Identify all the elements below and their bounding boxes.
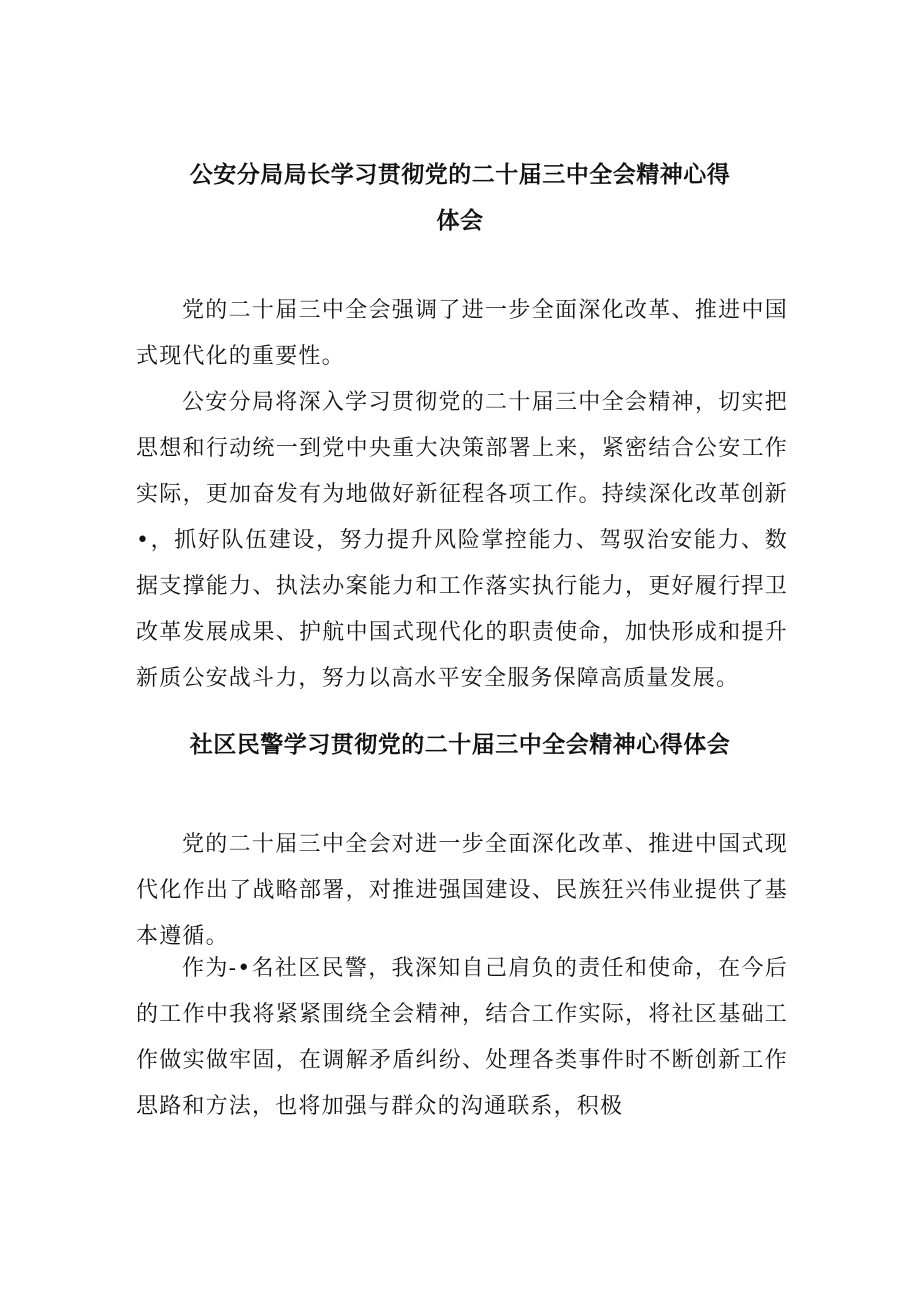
article-1-title bbox=[120, 152, 800, 244]
article-1-paragraph-1: 党的二十届三中全会强调了进一步全面深化改革、推进中国式现代化的重要性。 bbox=[136, 298, 788, 369]
article-1-title-line-2: 体会 bbox=[436, 208, 484, 234]
article-1-paragraph-2: 公安分局将深入学习贯彻党的二十届三中全会精神，切实把思想和行动统一到党中央重大决策部署上来，紧密结合公安工作实际，更加奋发有为地做好新征程各项工作。持续深化改革创新•，抓好队伍建设，努力提升风险掌控能力、驾驭治安能力、数据支撑能力、执法办案能力和工作落实执行能力，更好履行捍卫改革发展成果、护航中国式现代化的职责使命，加快形成和提升新质公安战斗力，努力以高水平安全服务保障高质量发展。 bbox=[136, 390, 788, 691]
article-2-title: 社区民警学习贯彻党的二十届三中全会精神心得体会 bbox=[189, 732, 731, 758]
article-2-paragraph-1: 党的二十届三中全会对进一步全面深化改革、推进中国式现代化作出了战略部署，对推进强国建设、民族狂兴伟业提供了基本遵循。 bbox=[136, 832, 788, 949]
article-1-title-line-1: 公安分局局长学习贯彻党的二十届三中全会精神心得 bbox=[189, 162, 731, 188]
article-2-paragraph-2: 作为-•名社区民警，我深知自己肩负的责任和使命，在今后的工作中我将紧紧围绕全会精神，结合工作实际，将社区基础工作做实做牢固，在调解矛盾纠纷、处理各类事件时不断创新工作思路和方法，也将加强与群众的沟通联系，积极 bbox=[136, 956, 788, 1119]
